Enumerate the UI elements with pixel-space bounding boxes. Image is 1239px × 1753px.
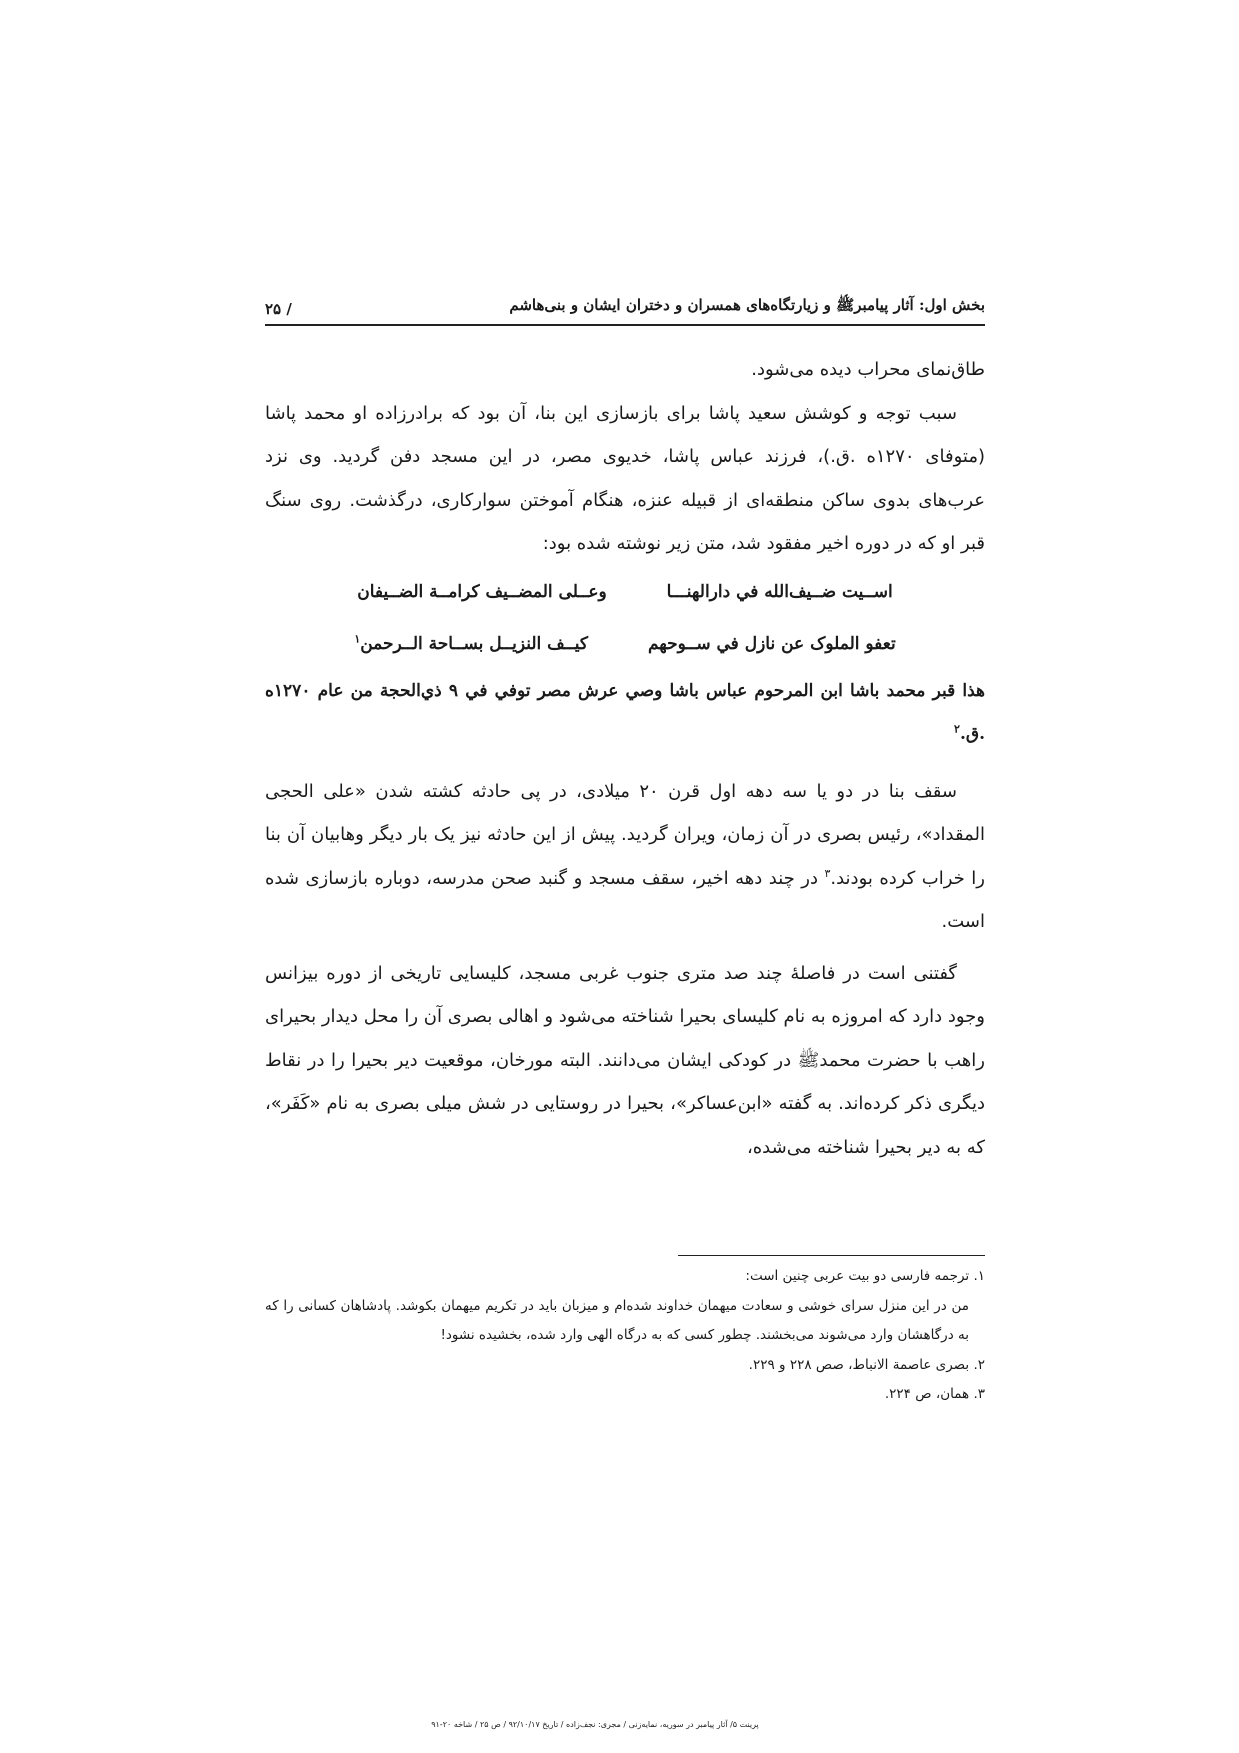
footnotes xyxy=(265,1262,985,1410)
verse-1-hemistich-a: اســیت ضــیف‌الله في دارالهنـــا xyxy=(666,581,893,602)
arabic-epitaph xyxy=(265,670,985,756)
paragraph-3 xyxy=(265,770,985,944)
verse-line-2 xyxy=(265,618,985,670)
verse-2-hemistich-b-text: کیــف النزیــل بســاحة الــرحمن xyxy=(360,633,588,654)
page-number-group xyxy=(265,300,292,318)
footnote-1-text: من در این منزل سرای خوشی و سعادت میهمان خداوند شده‌ام و میزبان باید در تکریم میهمان بکوشد. پادشاهان کسانی را که به درگاهشان وارد می‌شوند می‌بخشند. چطور کسی که به درگاه الهی وارد شده، بخشیده نشود! xyxy=(265,1297,969,1343)
running-header xyxy=(265,292,985,326)
verse-2-hemistich-a: تعفو الملوک عن نازل في ســوحهم xyxy=(647,633,896,654)
verse-2-hemistich-b xyxy=(354,618,588,670)
header-separator: / xyxy=(286,300,292,318)
main-text xyxy=(265,348,985,1169)
page-number: ۲۵ xyxy=(265,300,282,318)
paragraph-3-part-a: سقف بنا در دو یا سه دهه اول قرن ۲۰ میلادی، در پی حادثه کشته شدن «علی الحجی المقداد»، رئیس بصری در آن زمان، ویران گردید. پیش از این حادثه نیز یک بار دیگر وهابیان آن بنا را خراب کرده بودند. xyxy=(265,780,985,889)
verse-1-hemistich-b: وعــلی المضــیف کرامــة الضــیفان xyxy=(357,581,607,602)
print-imprint: پرینت ۵/ آثار پیامبر در سوریه، نمایه‌زنی / مجری: نجف‌زاده / تاریخ ۹۲/۱۰/۱۷ / ص ۲۵ / شاخه ۲۰-۹۱ xyxy=(431,1720,759,1729)
verse-line-1 xyxy=(265,566,985,618)
footnote-ref-2[interactable]: ۲ xyxy=(954,721,960,735)
paragraph-4: گفتنی است در فاصلهٔ چند صد متری جنوب غربی مسجد، کلیسایی تاریخی از دوره بیزانس وجود دارد که امروزه به نام کلیسای بحیرا شناخته می‌شود و اهالی بصری آن را محل دیدار بحیرای راهب با حضرت محمدﷺ در کودکی ایشان می‌دانند. البته مورخان، موقعیت دیر بحیرا را در نقاط دیگری ذکر کرده‌اند. به گفته «ابن‌عساکر»، بحیرا در روستایی در شش میلی بصری به نام «کَفَر»، که به دیر بحیرا شناخته می‌شده، xyxy=(265,962,985,1158)
footnote-separator xyxy=(678,1255,985,1256)
footnote-3: ۳. همان، ص ۲۲۴. xyxy=(884,1386,985,1402)
paragraph-2: سبب توجه و کوشش سعید پاشا برای بازسازی این بنا، آن بود که برادرزاده او محمد پاشا (متوفای ۱۲۷۰ه .ق.)، فرزند عباس پاشا، خدیوی مصر، در این مسجد دفن گردید. وی نزد عرب‌های بدوی ساکن منطقه‌ای از قبیله عنزه، هنگام آموختن سوارکاری، درگذشت. روی سنگ قبر او که در دوره اخیر مفقود شد، متن زیر نوشته شده بود: xyxy=(265,402,985,554)
footnote-2: ۲. بصری عاصمة الانباط، صص ۲۲۸ و ۲۲۹. xyxy=(748,1356,985,1373)
footnote-ref-1[interactable]: ۱ xyxy=(354,631,361,645)
footnote-ref-3[interactable]: ۳ xyxy=(824,866,831,880)
footnote-1-title: ۱. ترجمه فارسی دو بیت عربی چنین است: xyxy=(745,1268,985,1284)
running-title: بخش اول: آثار پیامبرﷺ و زیارتگاه‌های همسران و دختران ایشان و بنی‌هاشم xyxy=(509,296,985,314)
paragraph-1: طاق‌نمای محراب دیده می‌شود. xyxy=(751,359,985,380)
paragraph-3-part-b: در چند دهه اخیر، سقف مسجد و گنبد صحن مدرسه، دوباره بازسازی شده است. xyxy=(265,867,985,932)
arabic-epitaph-text: هذا قبر محمد باشا ابن المرحوم عباس باشا وصي عرش مصر توفي في ۹ ذي‌الحجة من عام ۱۲۷۰ه .ق. xyxy=(265,680,985,744)
